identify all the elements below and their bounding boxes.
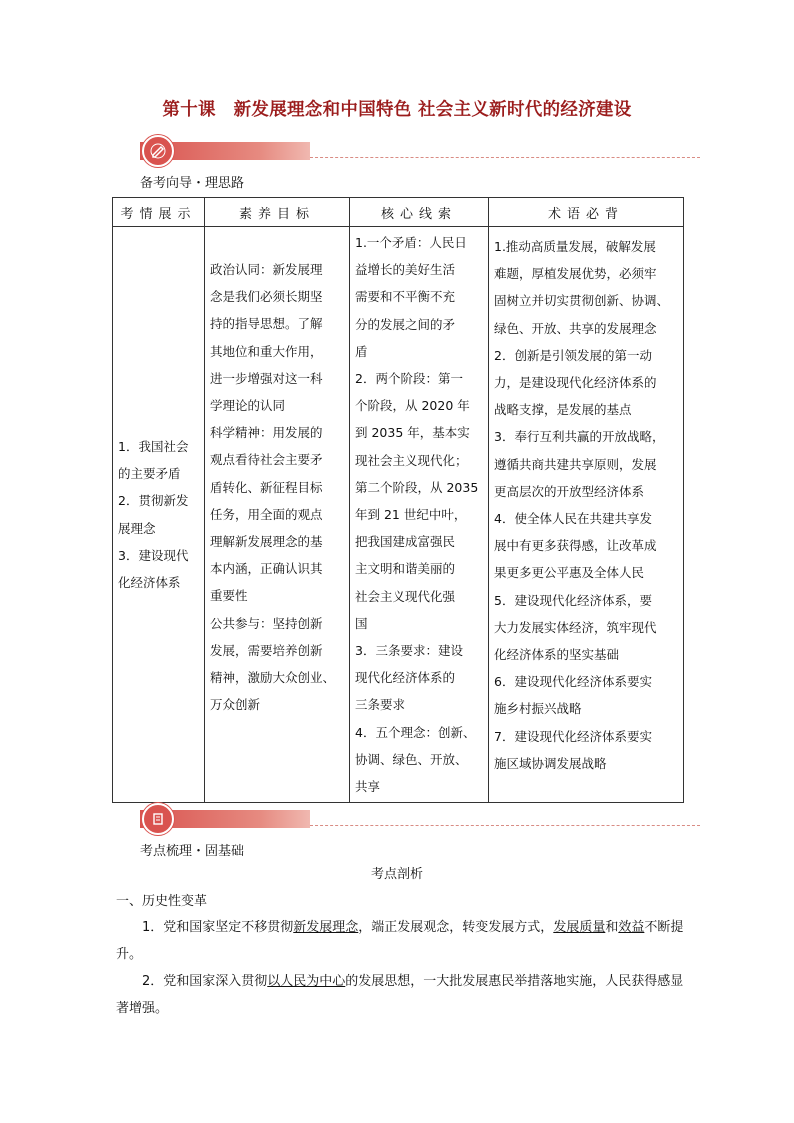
heading-historic-change: 一、历史性变革	[116, 894, 208, 909]
cell-line: 把我国建成富强民	[355, 534, 456, 550]
cell-line: 共享	[355, 779, 381, 795]
underlined-term: 效益	[618, 920, 645, 935]
section-label-2: 考点梳理・固基础	[140, 844, 245, 859]
cell-line: 科学精神：用发展的	[210, 425, 323, 441]
divider	[310, 157, 700, 158]
text: 2．党和国家深入贯彻	[142, 974, 268, 989]
cell-line: 2．创新是引领发展的第一动	[494, 347, 652, 363]
table-header: 素养目标	[205, 198, 350, 227]
cell-line: 现社会主义现代化；	[355, 452, 468, 468]
text: ，端正发展观念，转变发展方式，	[358, 920, 554, 935]
exam-topics-cell	[113, 227, 205, 803]
cell-line: 第二个阶段，从 2035	[355, 479, 479, 495]
paragraph-2	[116, 968, 686, 1022]
cell-line: 的主要矛盾	[118, 466, 181, 482]
cell-line: 施区域协调发展战略	[494, 755, 607, 771]
cell-line: 果更多更公平惠及全体人民	[494, 565, 645, 581]
cell-line: 化经济体系	[118, 575, 181, 591]
cell-line: 进一步增强对这一科	[210, 370, 323, 386]
text: 不断提升。	[116, 920, 684, 962]
cell-line: 其地位和重大作用，	[210, 343, 323, 359]
underlined-term: 新发展理念	[293, 920, 359, 935]
cell-line: 2．贯彻新发	[118, 493, 189, 509]
cell-line: 年到 21 世纪中叶，	[355, 507, 467, 523]
key-terms-cell	[489, 227, 684, 803]
section-banner-1	[140, 142, 310, 160]
paragraph-1	[116, 914, 686, 968]
cell-line: 力，是建设现代化经济体系的	[494, 375, 657, 391]
text: 的发展思想，一大批发展惠民举措落地实施，人民获得感显著增强。	[116, 974, 684, 1016]
cell-line: 展理念	[118, 520, 156, 536]
cell-line: 分的发展之间的矛	[355, 316, 456, 332]
cell-line: 1.推动高质量发展，破解发展	[494, 239, 656, 254]
cell-line: 需要和不平衡不充	[355, 289, 456, 305]
cell-line: 7．建设现代化经济体系要实	[494, 728, 652, 744]
cell-line: 理解新发展理念的基	[210, 534, 323, 550]
cell-line: 难题，厚植发展优势，必须牢	[494, 266, 657, 282]
cell-line: 化经济体系的坚实基础	[494, 647, 620, 663]
cell-line: 3．三条要求：建设	[355, 643, 463, 659]
cell-line: 5．建设现代化经济体系，要	[494, 592, 652, 608]
cell-line: 3．建设现代	[118, 547, 189, 563]
subsection-heading: 考点剖析	[370, 867, 423, 882]
cell-line: 念是我们必须长期坚	[210, 289, 323, 305]
cell-line: 持的指导思想。了解	[210, 316, 323, 332]
cell-line: 盾转化、新征程目标	[210, 479, 323, 495]
cell-line: 4．五个理念：创新、	[355, 724, 476, 740]
cell-line: 1.一个矛盾：人民日	[355, 235, 467, 250]
cell-line: 社会主义现代化强	[355, 588, 456, 604]
cell-line: 政治认同：新发展理	[210, 262, 323, 277]
cell-line: 主文明和谐美丽的	[355, 561, 456, 577]
cell-line: 本内涵，正确认识其	[210, 561, 323, 577]
cell-line: 个阶段，从 2020 年	[355, 398, 470, 414]
cell-line: 重要性	[210, 588, 248, 604]
underlined-term: 以人民为中心	[267, 974, 346, 989]
cell-line: 更高层次的开放型经济体系	[494, 483, 645, 499]
cell-line: 益增长的美好生活	[355, 262, 456, 278]
cell-line: 3．奉行互利共赢的开放战略，	[494, 429, 665, 445]
table-header: 考情展示	[113, 198, 205, 227]
book-icon	[142, 803, 174, 835]
cell-line: 遵循共商共建共享原则，发展	[494, 456, 657, 472]
page-title: 第十课 新发展理念和中国特色 社会主义新时代的经济建设	[162, 100, 632, 120]
cell-line: 任务，用全面的观点	[210, 506, 323, 522]
text: 1．党和国家坚定不移贯彻	[142, 920, 294, 935]
cell-line: 国	[355, 615, 368, 631]
overview-table	[112, 197, 684, 803]
core-clues-cell	[350, 227, 489, 803]
cell-line: 展中有更多获得感，让改革成	[494, 538, 657, 554]
underlined-term: 发展质量	[553, 920, 606, 935]
cell-line: 1．我国社会	[118, 439, 189, 455]
literacy-goals-cell	[205, 227, 350, 803]
text: 和	[605, 920, 619, 935]
cell-line: 2．两个阶段：第一	[355, 371, 463, 387]
cell-line: 固树立并切实贯彻创新、协调、	[494, 293, 670, 309]
cell-line: 到 2035 年，基本实	[355, 425, 470, 441]
cell-line: 观点看待社会主要矛	[210, 452, 323, 468]
cell-line: 盾	[355, 343, 368, 359]
cell-line: 发展，需要培养创新	[210, 642, 323, 658]
section-label-1: 备考向导・理思路	[140, 176, 245, 191]
cell-line: 战略支撑，是发展的基点	[494, 402, 632, 418]
cell-line: 万众创新	[210, 697, 261, 713]
cell-line: 公共参与：坚持创新	[210, 615, 323, 631]
cell-line: 学理论的认同	[210, 398, 286, 414]
table-header: 术语必背	[489, 198, 684, 227]
table-header: 核心线索	[350, 198, 489, 227]
cell-line: 施乡村振兴战略	[494, 701, 582, 717]
cell-line: 4．使全体人民在共建共享发	[494, 511, 652, 527]
cell-line: 现代化经济体系的	[355, 670, 456, 686]
cell-line: 三条要求	[355, 697, 406, 713]
cell-line: 6．建设现代化经济体系要实	[494, 674, 652, 690]
section-banner-2	[140, 810, 310, 828]
cell-line: 协调、绿色、开放、	[355, 751, 468, 767]
cell-line: 大力发展实体经济，筑牢现代	[494, 619, 657, 635]
cell-line: 绿色、开放、共享的发展理念	[494, 320, 657, 336]
pen-icon	[142, 135, 174, 167]
divider	[310, 825, 700, 826]
cell-line: 精神，激励大众创业、	[210, 670, 336, 686]
